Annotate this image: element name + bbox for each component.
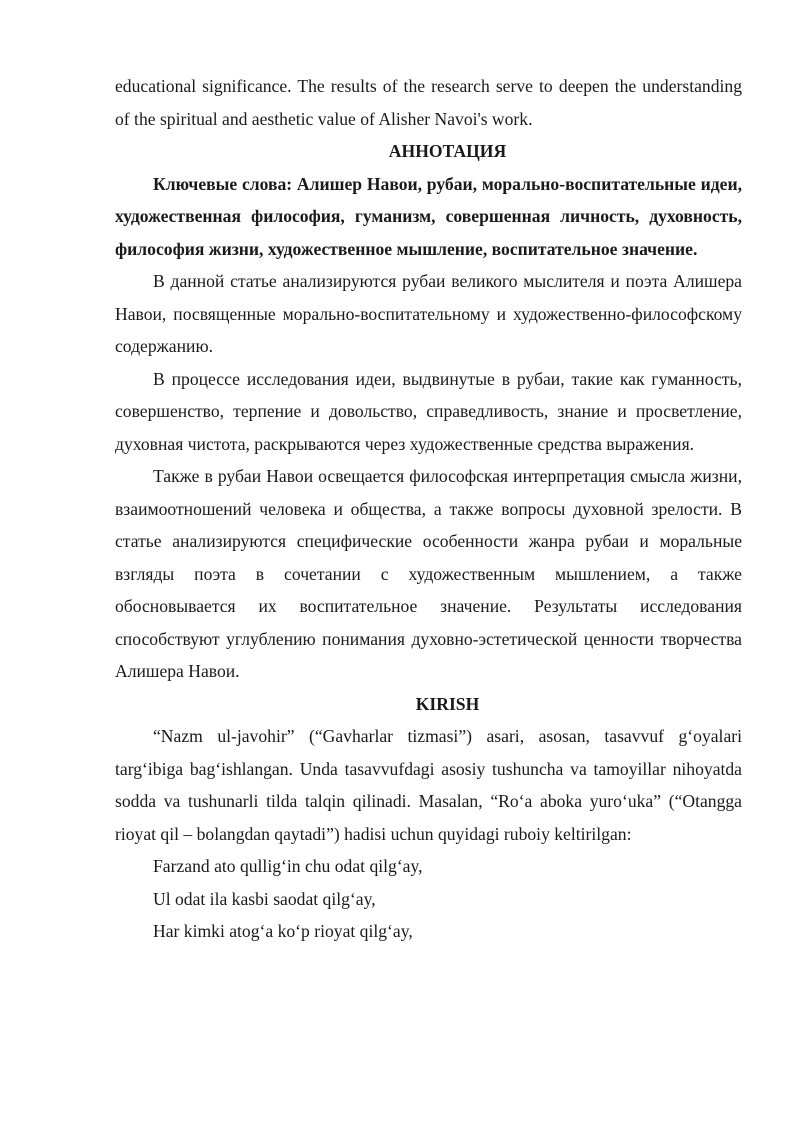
verse-line: Har kimki atog‘a ko‘p rioyat qilg‘ay, [153, 921, 413, 941]
abstract-english-tail: educational significance. The results of the research serve to deepen the understanding of the spiritual and aesthetic value of Alisher Navoi's work. [115, 76, 742, 129]
annotation-paragraph: В данной статье анализируются рубаи великого мыслителя и поэта Алишера Навои, посвященные морально-воспитательному и художественно-философскому содержанию. [115, 271, 742, 356]
verse-line: Ul odat ila kasbi saodat qilg‘ay, [153, 888, 376, 909]
kirish-heading: KIRISH [415, 693, 480, 714]
annotation-heading: АННОТАЦИЯ [388, 141, 507, 161]
verse-line: Farzand ato qullig‘in chu odat qilg‘ay, [153, 856, 423, 876]
keywords-paragraph: Ключевые слова: Алишер Навои, рубаи, морально-воспитательные идеи, художественная философия, гуманизм, совершенная личность, духовность, философия жизни, художественное мышление, воспитательное значение. [115, 173, 742, 259]
annotation-paragraph: Также в рубаи Навои освещается философская интерпретация смысла жизни, взаимоотношений человека и общества, а также вопросы духовной зрелости. В статье анализируются специфические особенности жанра рубаи и моральные взгляды поэта в сочетании с художественным мышлением, а также обосновывается их воспитательное значение. Результаты исследования способствуют углублению понимания духовно-эстетической ценности творчества Алишера Навои. [115, 466, 742, 681]
document-page [115, 70, 742, 948]
annotation-paragraph: В процессе исследования идеи, выдвинутые в рубаи, такие как гуманность, совершенство, терпение и довольство, справедливость, знание и просветление, духовная чистота, раскрываются через художественные средства выражения. [115, 368, 742, 454]
kirish-paragraph: “Nazm ul-javohir” (“Gavharlar tizmasi”) asari, asosan, tasavvuf g‘oyalari targ‘ibiga bag‘ishlangan. Unda tasavvufdagi asosiy tushuncha va tamoyillar nihoyatda sodda va tushunarli tilda talqin qilinadi. Masalan, “Ro‘a aboka yuro‘uka” (“Otangga rioyat qil – bolangdan qaytadi”) hadisi uchun quyidagi ruboiy keltirilgan: [115, 726, 742, 844]
